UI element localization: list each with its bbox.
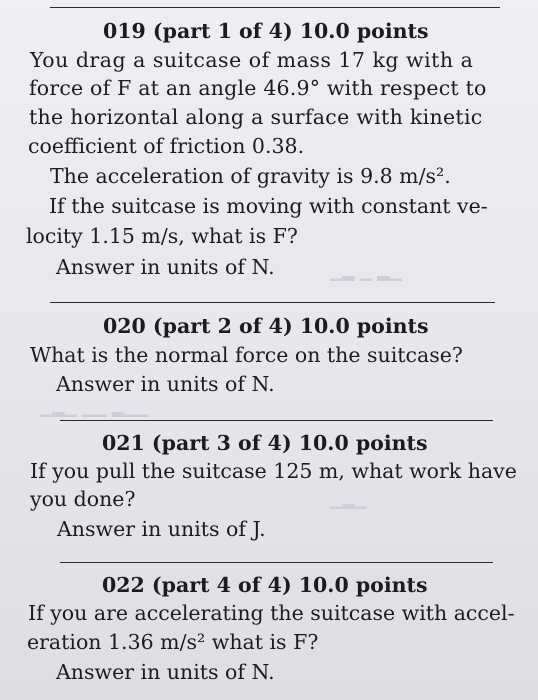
problem-021-text-line: If you pull the suitcase 125 m, what work have xyxy=(30,459,517,483)
problem-021-heading: 021 (part 3 of 4) 10.0 points xyxy=(102,431,428,455)
problem-019-text-line: You drag a suitcase of mass 17 kg with a xyxy=(30,48,474,72)
bleed-through-mark: ▁▂ ▁ ▂▁ xyxy=(330,262,402,281)
problem-022-answer-units: Answer in units of N. xyxy=(56,660,275,684)
problem-019-text-line: locity 1.15 m/s, what is F? xyxy=(26,224,298,248)
problem-022-text-line: If you are accelerating the suitcase with accel- xyxy=(28,601,515,625)
separator-rule-3 xyxy=(60,562,493,563)
separator-rule-1 xyxy=(50,302,495,303)
problem-022-heading: 022 (part 4 of 4) 10.0 points xyxy=(102,573,428,597)
problem-019-answer-units: Answer in units of N. xyxy=(56,255,275,279)
problem-019-text-line: force of F at an angle 46.9° with respect to xyxy=(29,76,487,100)
problem-020-text-line: What is the normal force on the suitcase? xyxy=(30,343,463,367)
problem-019-text-line: coefficient of friction 0.38. xyxy=(28,134,305,158)
problem-021-answer-units: Answer in units of J. xyxy=(57,517,266,541)
problem-019-text-line: the horizontal along a surface with kinetic xyxy=(29,105,483,129)
problem-022-text-line: eration 1.36 m/s² what is F? xyxy=(27,630,319,654)
bleed-through-mark: ▁▂▁ ▁▁ ▂▁▁ xyxy=(40,398,149,417)
problem-020-answer-units: Answer in units of N. xyxy=(56,372,275,396)
separator-rule-top xyxy=(50,7,500,8)
problem-019-text-line: The acceleration of gravity is 9.8 m/s². xyxy=(50,164,451,188)
problem-021-text-line: you done? xyxy=(30,487,136,511)
problem-020-heading: 020 (part 2 of 4) 10.0 points xyxy=(103,314,429,338)
problem-019-heading: 019 (part 1 of 4) 10.0 points xyxy=(103,19,429,43)
bleed-through-mark: ▁▂▁ xyxy=(330,490,367,509)
problem-019-text-line: If the suitcase is moving with constant ve- xyxy=(49,194,488,218)
separator-rule-2 xyxy=(60,420,493,421)
